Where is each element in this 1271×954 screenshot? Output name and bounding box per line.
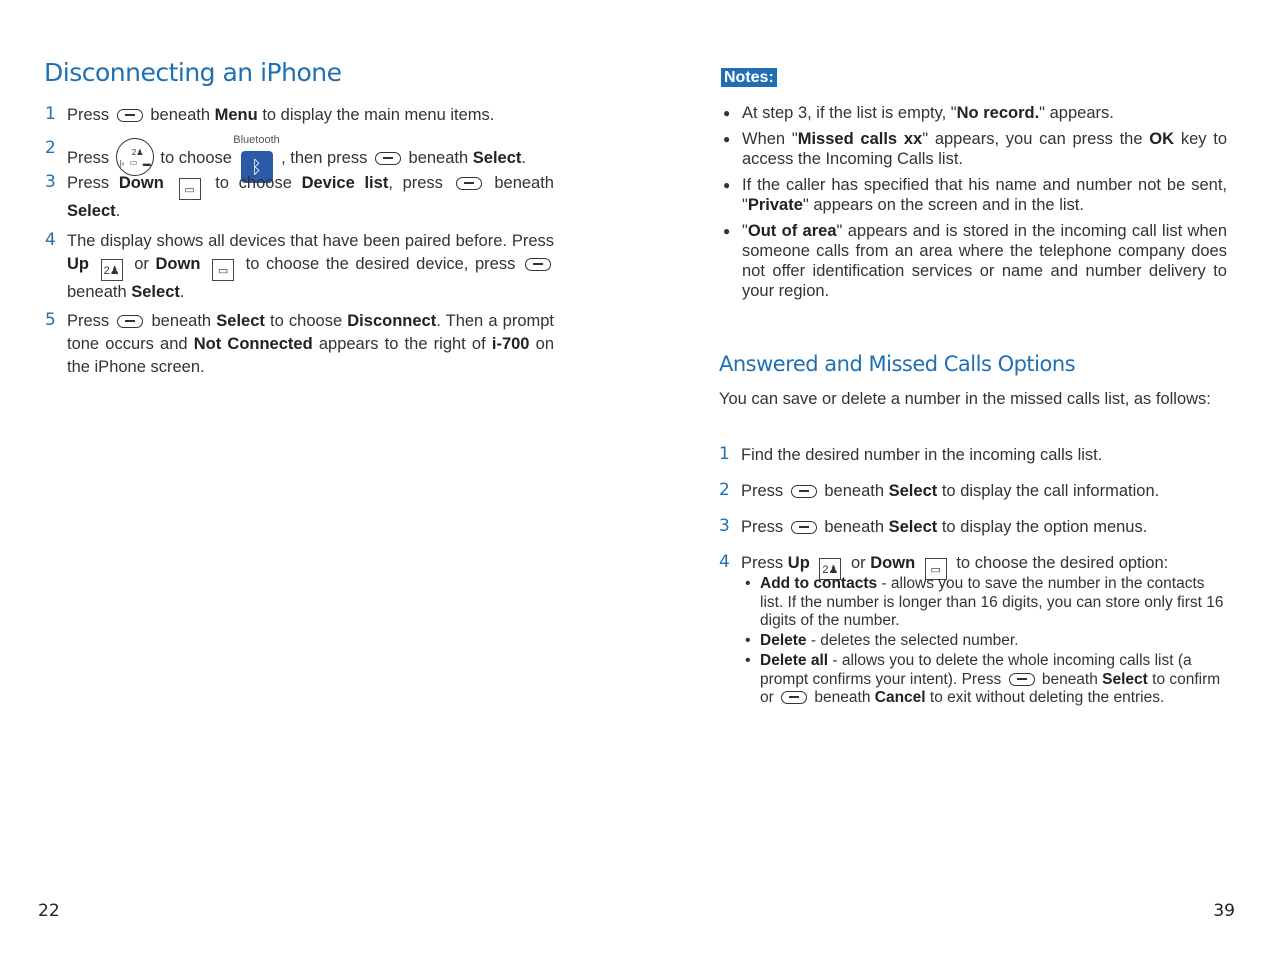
soft-key-icon bbox=[791, 521, 817, 534]
soft-key-icon bbox=[456, 177, 482, 190]
soft-key-icon bbox=[791, 485, 817, 498]
note-item: ● At step 3, if the list is empty, "No record." appears. bbox=[742, 103, 1227, 123]
step-1: 1 Find the desired number in the incoming calls list. bbox=[719, 444, 1103, 464]
navigation-key-icon: 2♟ |‹ ▬ ▭ bbox=[116, 138, 154, 176]
step-1: 1 Press beneath Menu to display the main menu items. bbox=[45, 104, 495, 124]
phonebook-key-icon: ▭ bbox=[925, 558, 947, 580]
step-4: 4 The display shows all devices that have been paired before. Press Up 2♟ or Down ▭ to choose the desired device, press beneath Select. bbox=[45, 230, 554, 301]
section-intro: You can save or delete a number in the missed calls list, as follows: bbox=[719, 390, 1211, 408]
step-5: 5 Press beneath Select to choose Disconnect. Then a prompt tone occurs and Not Connected appears to the right of i-700 on the iPhone screen. bbox=[45, 310, 555, 376]
step-4: 4 Press Up 2♟ or Down ▭ to choose the desired option: bbox=[741, 552, 1227, 580]
left-page bbox=[0, 0, 635, 954]
call-log-key-icon: 2♟ bbox=[101, 259, 123, 281]
step-2: 2 Press 2♟ |‹ ▬ ▭ to choose Bluetooth ᛒ , then press beneath Select. bbox=[67, 138, 557, 183]
note-item: ● When "Missed calls xx" appears, you can press the OK key to access the Incoming Calls list. bbox=[742, 129, 1227, 169]
phonebook-key-icon: ▭ bbox=[179, 178, 201, 200]
soft-key-icon bbox=[781, 691, 807, 704]
phonebook-key-icon: ▭ bbox=[212, 259, 234, 281]
step-3: 3 Press Down ▭ to choose Device list, press beneath Select. bbox=[45, 172, 554, 220]
option-item: • Delete - deletes the selected number. bbox=[760, 632, 1230, 651]
step-2: 2 Press beneath Select to display the call information. bbox=[719, 480, 1160, 500]
bluetooth-icon: Bluetooth ᛒ bbox=[241, 151, 273, 183]
option-item: • Delete all - allows you to delete the whole incoming calls list (a prompt confirms your intent). Press beneath Select to confirm or beneath Cancel to exit without deleting the entries. bbox=[760, 652, 1230, 708]
soft-key-icon bbox=[117, 109, 143, 122]
page-title: Disconnecting an iPhone bbox=[44, 58, 342, 87]
right-page bbox=[636, 0, 1271, 954]
notes-badge: Notes: bbox=[721, 68, 777, 87]
soft-key-icon bbox=[375, 152, 401, 165]
section-title: Answered and Missed Calls Options bbox=[719, 352, 1076, 376]
page-number: 39 bbox=[1213, 901, 1235, 921]
option-item: • Add to contacts - allows you to save the number in the contacts list. If the number is longer than 16 digits, you can store only first 16 digits of the number. bbox=[760, 575, 1230, 631]
note-item: ● "Out of area" appears and is stored in the incoming call list when someone calls from an area where the telephone company does not offer identification services or name and number delivery to your region. bbox=[742, 221, 1227, 301]
call-log-key-icon: 2♟ bbox=[819, 558, 841, 580]
soft-key-icon bbox=[1009, 673, 1035, 686]
soft-key-icon bbox=[525, 258, 551, 271]
step-3: 3 Press beneath Select to display the option menus. bbox=[719, 516, 1148, 536]
page-number: 22 bbox=[38, 901, 60, 921]
note-item: ● If the caller has specified that his name and number not be sent, "Private" appears on the screen and in the list. bbox=[742, 175, 1227, 215]
soft-key-icon bbox=[117, 315, 143, 328]
